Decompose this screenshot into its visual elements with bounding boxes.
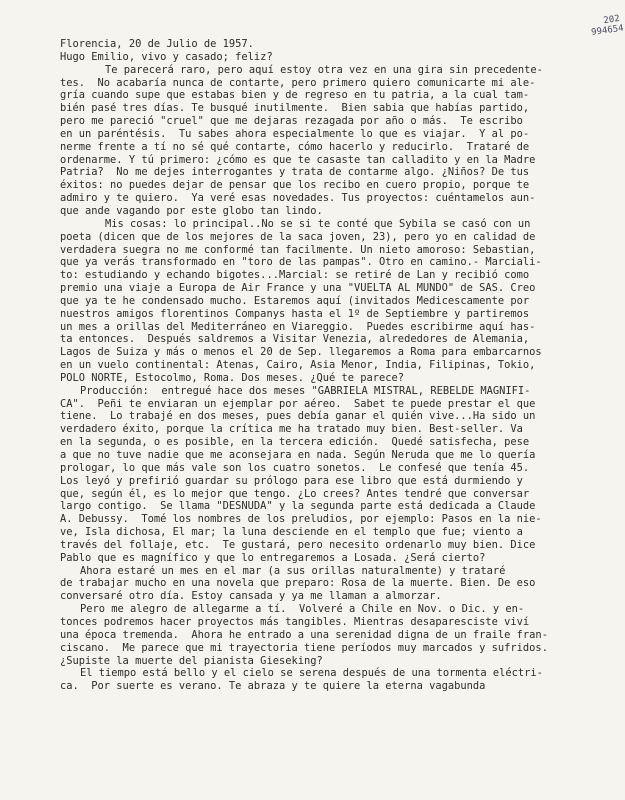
archive-mark-number: 202 xyxy=(602,14,621,27)
letter-line: El tiempo está bello y el cielo se serena después de una tormenta eléctri- xyxy=(80,667,543,680)
letter-line: ordenarme. Y tú primero: ¿cómo es que te casaste tan calladito y en la Madre xyxy=(60,153,536,166)
letter-body xyxy=(0,38,625,693)
letter-line: verdadero éxito, porque la crítica me ha tratado muy bien. Best-seller. Va xyxy=(60,423,523,436)
letter-line: Lagos de Suiza y más o menos el 20 de Sep. llegaremos a Roma para embarcarnos xyxy=(60,346,542,359)
letter-line: Patria? No me dejes interrogantes y trata de contarme algo. ¿Niños? De tus xyxy=(60,166,530,179)
letter-line: en un paréntésis. Tu sabes ahora especialmente lo que es viajar. Y al po- xyxy=(60,127,530,140)
letter-line: to: estudiando y echando bigotes...Marcial: se retiré de Lan y recibió como xyxy=(60,269,530,282)
letter-line: en la segunda, o es posible, en la tercera edición. Quedé satisfecha, pese xyxy=(60,436,530,449)
letter-line: Pablo que es magnífico y que lo entregaremos a Losada. ¿Será cierto? xyxy=(60,551,486,564)
letter-line: admiro y te quiero. Ya veré esas novedades. Tus proyectos: cuéntamelos aun- xyxy=(60,192,536,205)
letter-line: Producción: entregué hace dos meses "GABRIELA MISTRAL, REBELDE MAGNIFI- xyxy=(80,384,531,397)
letter-line: de trabajar mucho en una novela que preparo: Rosa de la muerte. Bien. De eso xyxy=(60,577,536,590)
letter-line: un mes a orillas del Mediterráneo en Viareggio. Puedes escribirme aquí has- xyxy=(60,320,536,333)
letter-line: que ande vagando por este globo tan lindo. xyxy=(60,204,323,217)
letter-line: Los leyó y prefirió guardar su prólogo para ese libro que está durmiendo y xyxy=(60,474,523,487)
letter-line: conversaré otro día. Estoy cansada y ya me llaman a almorzar. xyxy=(60,590,442,603)
letter-line: tonces podremos hacer proyectos más tangibles. Mientras desaparesciste viví xyxy=(60,615,530,628)
letter-line: verdadera suegra no me conformé tan facilmente. Un nieto amoroso: Sebastian, xyxy=(60,243,536,256)
letter-line: nerme frente a tí no sé qué contarte, cómo hacerlo y reducirlo. Trataré de xyxy=(60,140,530,153)
letter-line: ta entonces. Después saldremos a Visitar Venezia, alrededores de Alemania, xyxy=(60,333,530,346)
archive-mark-catalog-id: 994654 xyxy=(590,23,625,38)
letter-line: que ya verás transformado en "toro de las pampas". Otro en camino.- Marciali- xyxy=(60,256,542,269)
letter-line: nuestros amigos florentinos Companys hasta el 1º de Septiembre y partiremos xyxy=(60,307,530,320)
letter-line: tiene. Lo trabajé en dos meses, pues debía ganar el quién vive...Ha sido un xyxy=(60,410,536,423)
letter-line: a que no tuve nadie que me aconsejara en nada. Según Neruda que me lo quería xyxy=(60,449,536,461)
letter-line: Hugo Emilio, vivo y casado; feliz? xyxy=(60,50,273,63)
letter-line: que, según él, es lo mejor que tengo. ¿Lo crees? Antes tendré que conversar xyxy=(60,487,530,500)
letter-line: ca. Por suerte es verano. Te abraza y te quiere la eterna vagabunda xyxy=(60,680,486,693)
letter-line: Florencia, 20 de Julio de 1957. xyxy=(60,38,254,50)
letter-line: una época tremenda. Ahora he entrado a una serenidad digna de un fraile fran- xyxy=(60,628,548,641)
letter-line: largo contigo. Se llama "DESNUDA" y la segunda parte está dedicada a Claude xyxy=(60,500,536,513)
letter-line: ciscano. Me parece que mi trayectoria tiene períodos muy marcados y sufridos. xyxy=(60,641,548,654)
letter-line: Pero me alegro de allegarme a tí. Volveré a Chile en Nov. o Dic. y en- xyxy=(80,603,525,616)
letter-line: tes. No acabaría nunca de contarte, pero primero quiero comunicarte mi ale- xyxy=(60,76,536,89)
letter-line: pero me pareció "cruel" que me dejaras rezagada por año o más. Te escribo xyxy=(60,115,523,128)
letter-line: POLO NORTE, Estocolmo, Roma. Dos meses. ¿Qué te parece? xyxy=(60,371,405,384)
letter-line: Ahora estaré un mes en el mar (a sus orillas naturalmente) y trataré xyxy=(80,564,506,577)
letter-line: ¿Supiste la muerte del pianista Gieseking? xyxy=(60,654,323,667)
letter-line: éxitos: no puedes dejar de pensar que los recibo en cuero propio, porque te xyxy=(60,179,530,192)
letter-line: través del follaje, etc. Te gustará, pero necesito ordenarlo muy bien. Dice xyxy=(60,538,536,551)
letter-line: CA". Peñi te enviaran un ejemplar por aéreo. Sabet te puede prestar el que xyxy=(60,397,536,410)
archive-mark xyxy=(589,14,625,38)
letter-line: Mis cosas: lo principal..No se si te conté que Sybila se casó con un xyxy=(105,217,531,230)
letter-line: premio una viaje a Europa de Air France y una "VUELTA AL MUNDO" de SAS. Creo xyxy=(60,282,536,295)
letter-line: que ya te he condensado mucho. Estaremos aquí (invitados Medicescamente por xyxy=(60,294,530,307)
letter-line: Te parecerá raro, pero aquí estoy otra vez en una gira sin precedente- xyxy=(105,63,543,76)
letter-line: poeta (dicen que de los mejores de la saca joven, 23), pero yo en calidad de xyxy=(60,230,536,243)
letter-line: prologar, lo que más vale son los cuatro sonetos. Le confesé que tenía 45. xyxy=(60,461,530,474)
letter-line: en un vuelo continental: Atenas, Cairo, Asia Menor, India, Filipinas, Tokio, xyxy=(60,359,536,372)
letter-line: gría cuando supe que estabas bien y de regreso en tu patria, a la cual tam- xyxy=(60,89,530,102)
letter-line: ve, Isla dichosa, El mar; la luna desciende en el templo que fue; viento a xyxy=(60,526,523,539)
letter-line: bién pasé tres días. Te busqué inutilmente. Bien sabia que habías partido, xyxy=(60,102,530,115)
letter-line: A. Debussy. Tomé los nombres de los preludios, por ejemplo: Pasos en la nie- xyxy=(60,513,542,526)
